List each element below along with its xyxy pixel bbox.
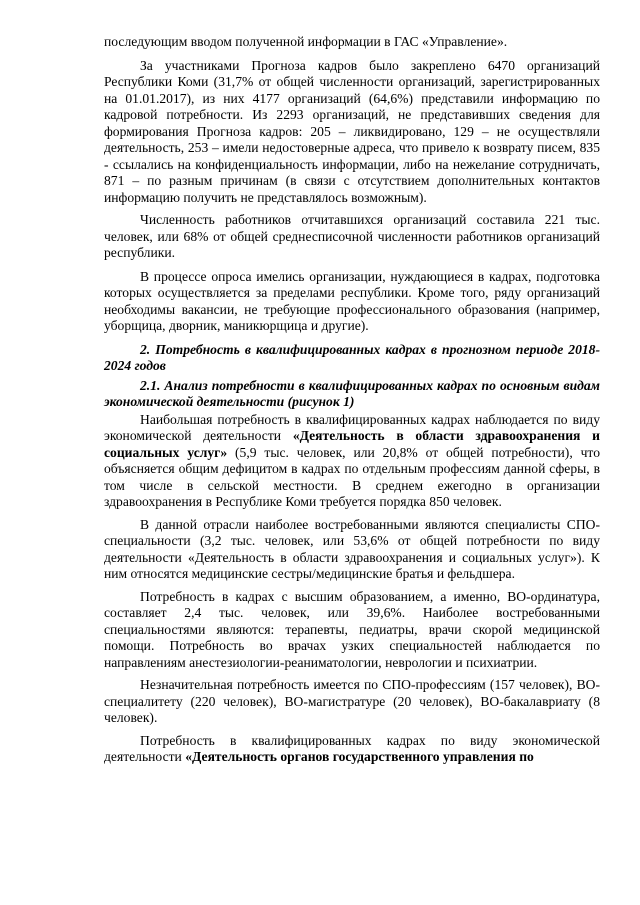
paragraph-government — [104, 733, 600, 766]
paragraph-government-text-start: Потребность в квалифицированных кадрах по виду экономической деятельности — [104, 732, 600, 764]
paragraph-healthcare-text-end: (5,9 тыс. человек, или 20,8% от общей потребности), что объясняется общим дефицитом в кадрах по отдельным профессиям данной сферы, в том числе в сельской местности. В среднем ежегодно в организации здравоохранения в Республике Коми требуется порядка 850 человек. — [104, 444, 600, 509]
paragraph-higher-education: Потребность в кадрах с высшим образованием, а именно, ВО-ординатура, составляет 2,4 тыс. человек, или 39,6%. Наиболее востребованными специальностями являются: терапевты, педиатры, врачи скорой медицинской помощи. Потребность во врачах узких специальностей наблюдается по направлениям анестезиологии-реаниматологии, неврологии и психиатрии. — [104, 588, 600, 670]
paragraph-healthcare-text-start: Наибольшая потребность в квалифицированных кадрах наблюдается по виду экономической деятельности — [104, 411, 600, 443]
section-heading-2: 2. Потребность в квалифицированных кадрах в прогнозном периоде 2018-2024 годов — [104, 341, 600, 373]
paragraph-spo-specialists: В данной отрасли наиболее востребованными являются специалисты СПО-специальности (3,2 тыс. человек, или 53,6% от общей потребности по виду деятельности «Деятельность в области здравоохранения и социальных услуг»). К ним относятся медицинские сестры/медицинские братья и фельдшера. — [104, 516, 600, 581]
paragraph-participants: За участниками Прогноза кадров было закреплено 6470 организаций Республики Коми (31,7% от общей численности организаций, зарегистрированных на 01.01.2017), из них 4177 организаций (64,6%) представили информацию по кадровой потребности. Из 2293 организаций, не представивших сведения для формирования Прогноза кадров: 205 – ликвидировано, 129 – не осуществляли деятельность, 253 – имели недостоверные адреса, что привело к возврату писем, 835 - ссылались на конфиденциальность информации, либо на нежелание сотрудничать, 871 – по разным причинам (в связи с отсутствием дополнительных контактов информацию получить не представлялось возможным). — [104, 57, 600, 205]
activity-name-government: «Деятельность органов государственного управления по — [185, 749, 534, 764]
activity-name-healthcare: «Деятельность в области здравоохранения и социальных услуг» — [104, 428, 600, 460]
paragraph-continued: последующим вводом полученной информации в ГАС «Управление». — [104, 34, 508, 49]
paragraph-healthcare — [104, 412, 600, 511]
document-body — [104, 34, 600, 766]
paragraph-employees: Численность работников отчитавшихся организаций составила 221 тыс. человек, или 68% от общей среднесписочной численности работников организаций республики. — [104, 212, 600, 260]
section-heading-2-1: 2.1. Анализ потребности в квалифицированных кадрах по основным видам экономической деятельности (рисунок 1) — [104, 377, 600, 409]
paragraph-survey: В процессе опроса имелись организации, нуждающиеся в кадрах, подготовка которых осуществляется за пределами республики. Кроме того, ряду организаций необходимы вакансии, не требующие профессионального образования (например, уборщица, дворник, маникюрщица и другие). — [104, 268, 600, 333]
paragraph-minor-demand: Незначительная потребность имеется по СПО-профессиям (157 человек), ВО-специалитету (220 человек), ВО-магистратуре (20 человек), ВО-бакалавриату (8 человек). — [104, 677, 600, 725]
